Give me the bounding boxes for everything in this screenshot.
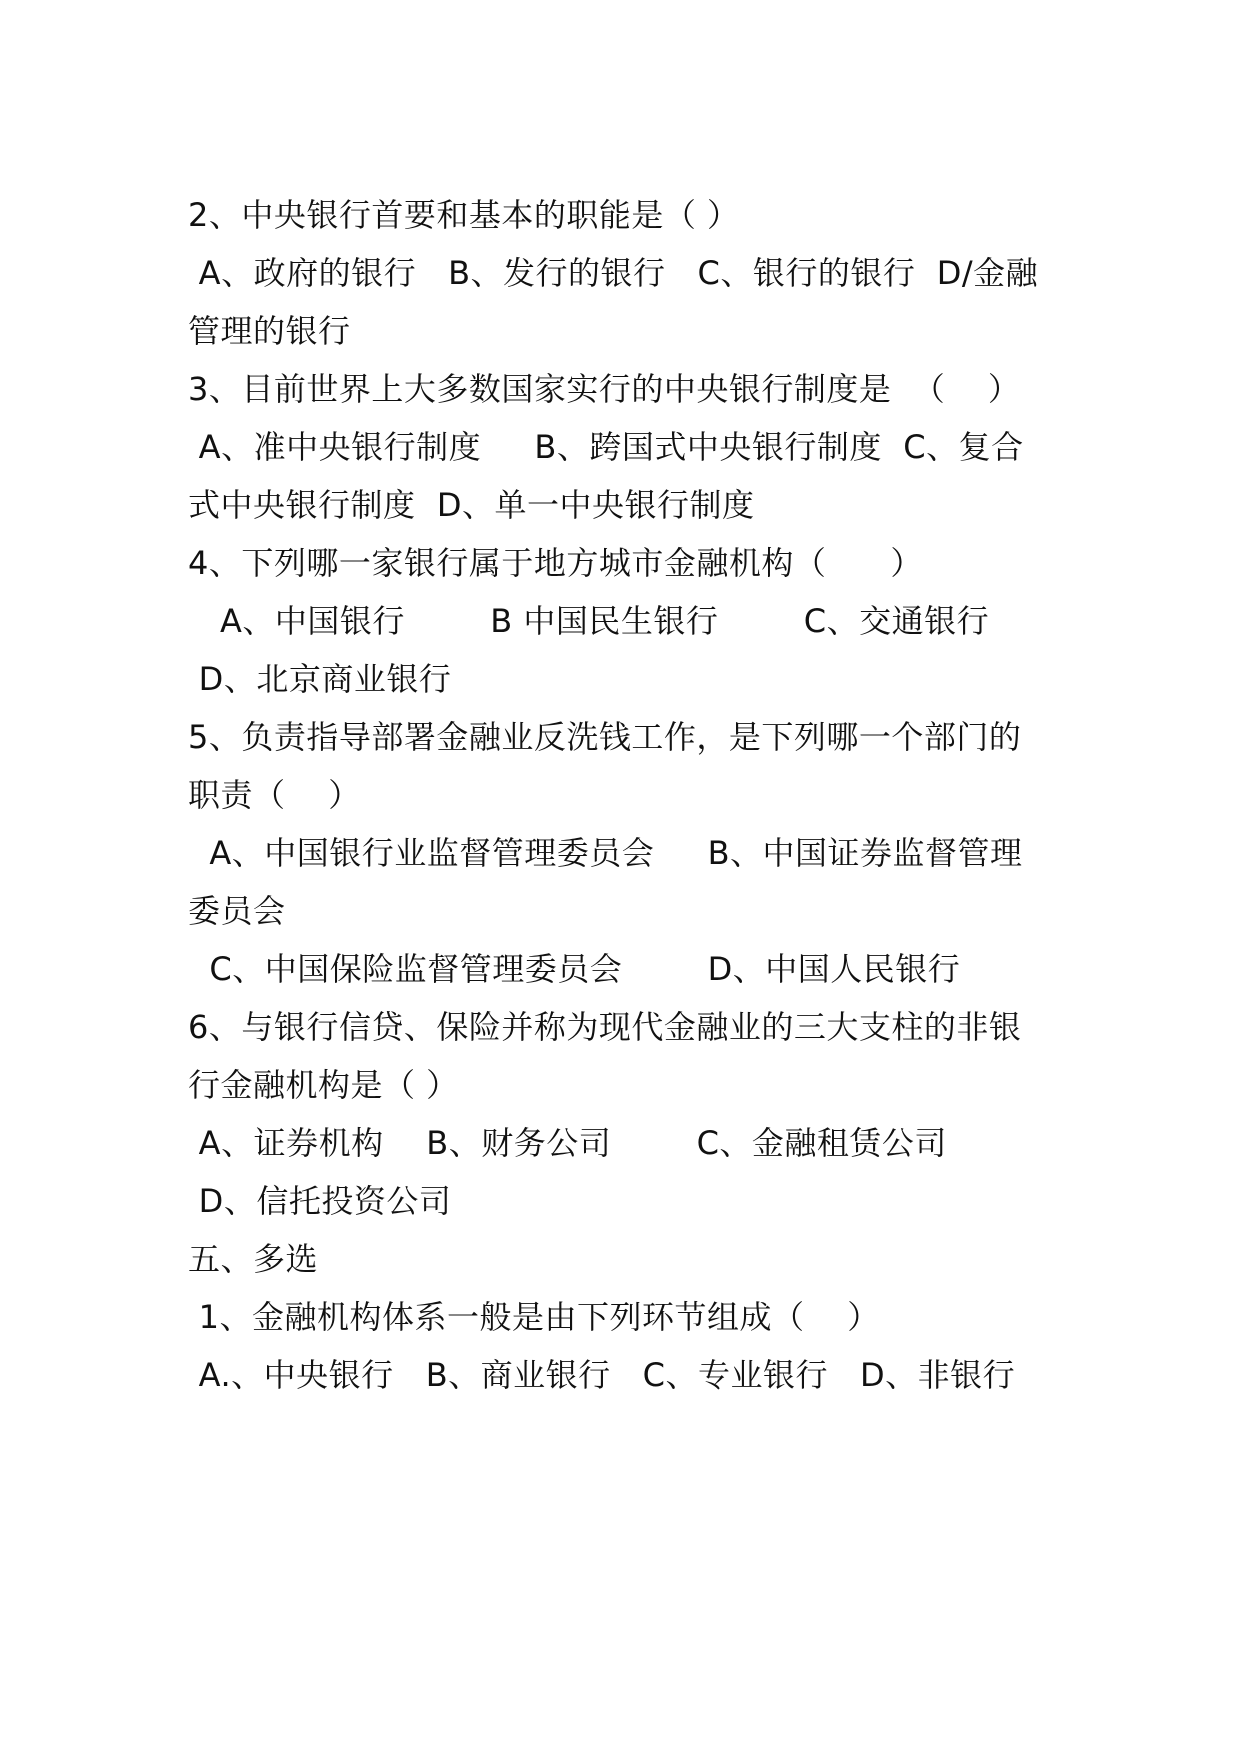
question-2-stem: 2、中央银行首要和基本的职能是（ ） <box>188 196 740 234</box>
question-5-options: A、中国银行业监督管理委员会 B、中国证券监督管理 <box>188 834 1023 872</box>
question-5-options-cont: 委员会 <box>188 892 286 930</box>
question-3-stem: 3、目前世界上大多数国家实行的中央银行制度是 （ ） <box>188 370 1021 408</box>
question-5-stem: 5、负责指导部署金融业反洗钱工作，是下列哪一个部门的 <box>188 718 1022 756</box>
section-heading-multiple-choice: 五、多选 <box>188 1240 319 1278</box>
question-4-options-cont: D、北京商业银行 <box>188 660 452 698</box>
question-4-options: A、中国银行 B 中国民生银行 C、交通银行 <box>188 602 990 640</box>
question-6-options-cont: D、信托投资公司 <box>188 1182 452 1220</box>
question-5-options-2: C、中国保险监督管理委员会 D、中国人民银行 <box>188 950 961 988</box>
question-6-options: A、证券机构 B、财务公司 C、金融租赁公司 <box>188 1124 947 1162</box>
mc-question-1-stem: 1、金融机构体系一般是由下列环节组成（ ） <box>188 1298 880 1336</box>
question-6-stem: 6、与银行信贷、保险并称为现代金融业的三大支柱的非银 <box>188 1008 1022 1046</box>
question-2-options-cont: 管理的银行 <box>188 312 351 350</box>
question-4-stem: 4、下列哪一家银行属于地方城市金融机构（ ） <box>188 544 923 582</box>
mc-question-1-options: A.、中央银行 B、商业银行 C、专业银行 D、非银行 <box>188 1356 1016 1394</box>
question-6-stem-cont: 行金融机构是（ ） <box>188 1066 459 1104</box>
question-2-options: A、政府的银行 B、发行的银行 C、银行的银行 D/金融 <box>188 254 1039 292</box>
question-5-stem-cont: 职责（ ） <box>188 776 361 814</box>
question-3-options-cont: 式中央银行制度 D、单一中央银行制度 <box>188 486 755 524</box>
question-3-options: A、准中央银行制度 B、跨国式中央银行制度 C、复合 <box>188 428 1024 466</box>
